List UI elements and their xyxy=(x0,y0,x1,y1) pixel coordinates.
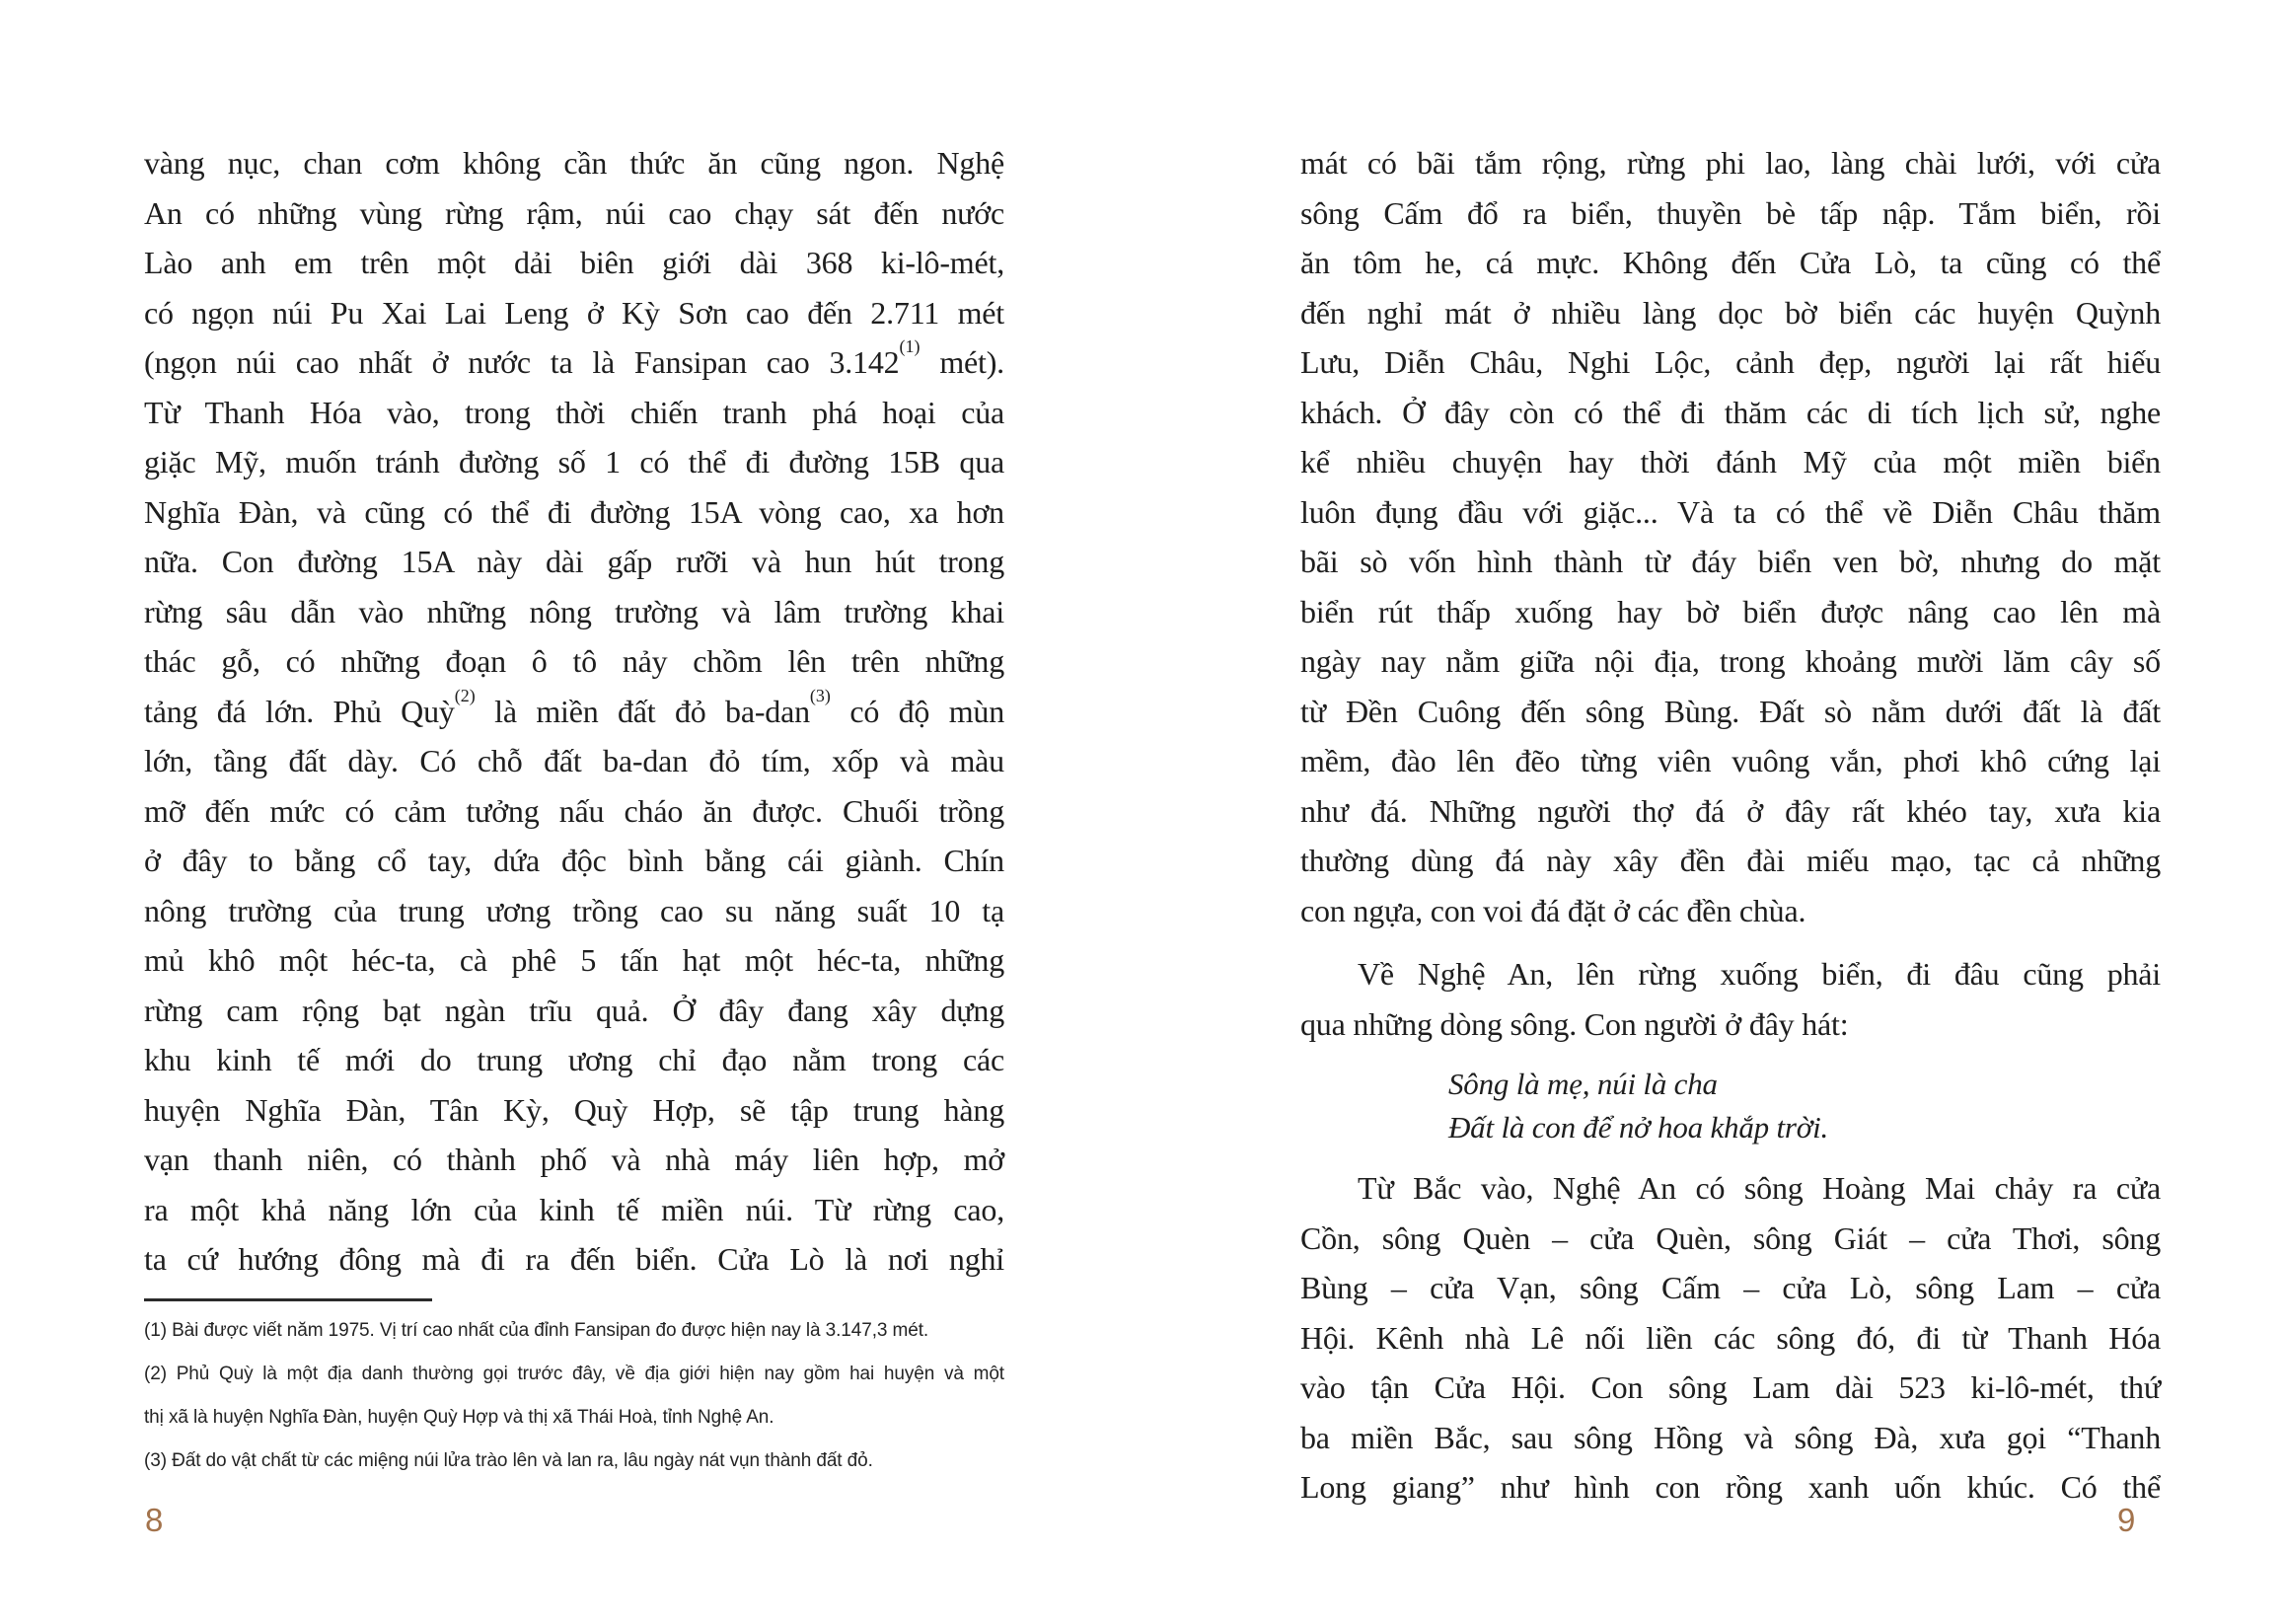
text-line: Về Nghệ An, lên rừng xuống biển, đi đâu cũng phải xyxy=(1358,956,2161,992)
text-line: từ Đền Cuông đến sông Bùng. Đất sò nằm dưới đất là đất xyxy=(1300,693,2161,729)
text-line: như đá. Những người thợ đá ở đây rất khéo tay, xưa kia xyxy=(1300,792,2161,829)
text-line: ngày nay nằm giữa nội địa, trong khoảng mười lăm cây số xyxy=(1300,643,2161,679)
text-line: vào tận Cửa Hội. Con sông Lam dài 523 ki-lô-mét, thứ xyxy=(1300,1369,2161,1405)
right-page xyxy=(1300,138,2161,1513)
text-line: Từ Thanh Hóa vào, trong thời chiến tranh phá hoại của xyxy=(144,394,1004,430)
text-line: mềm, đào lên đẽo từng viên vuông vắn, phơi khô cứng lại xyxy=(1300,743,2161,778)
text-line: huyện Nghĩa Đàn, Tân Kỳ, Quỳ Hợp, sẽ tập trung hàng xyxy=(144,1091,1004,1128)
text-line: khách. Ở đây còn có thể đi thăm các di tích lịch sử, nghe xyxy=(1300,394,2161,430)
text-line: mát có bãi tắm rộng, rừng phi lao, làng chài lưới, với cửa xyxy=(1300,145,2161,181)
text-line: Lào anh em trên một dải biên giới dài 368 ki-lô-mét, xyxy=(144,245,1004,280)
text-line: có ngọn núi Pu Xai Lai Leng ở Kỳ Sơn cao đến 2.711 mét xyxy=(144,294,1004,331)
text-line: ăn tôm he, cá mực. Không đến Cửa Lò, ta cũng có thể xyxy=(1300,245,2161,280)
poem-line: Đất là con để nở hoa khắp trời. xyxy=(1448,1110,1829,1144)
text-line: mủ khô một héc-ta, cà phê 5 tấn hạt một héc-ta, những xyxy=(144,942,1004,978)
text-line: mỡ đến mức có cảm tưởng nấu cháo ăn được. Chuối trồng xyxy=(144,792,1004,829)
footnote-ref: (1) xyxy=(899,336,921,357)
poem-line: Sông là mẹ, núi là cha xyxy=(1448,1067,1718,1101)
text-line: ra một khả năng lớn của kinh tế miền núi. Từ rừng cao, xyxy=(144,1191,1004,1227)
text-line: kể nhiều chuyện hay thời đánh Mỹ của một miền biển xyxy=(1300,444,2161,480)
text-line: thác gỗ, có những đoạn ô tô nảy chồm lên trên những xyxy=(144,643,1004,679)
text-line: Nghĩa Đàn, và cũng có thể đi đường 15A vòng cao, xa hơn xyxy=(144,493,1004,530)
text-line: Hội. Kênh nhà Lê nối liền các sông đó, đi từ Thanh Hóa xyxy=(1300,1319,2161,1356)
text-line: biển rút thấp xuống hay bờ biển được nâng cao lên mà xyxy=(1300,593,2161,629)
text-line: lớn, tầng đất dày. Có chỗ đất ba-dan đỏ tím, xốp và màu xyxy=(144,743,1004,778)
text-line: rừng sâu dẫn vào những nông trường và lâm trường khai xyxy=(144,593,1004,629)
text-line: ta cứ hướng đông mà đi ra đến biển. Cửa Lò là nơi nghỉ xyxy=(144,1241,1004,1277)
text-line: nữa. Con đường 15A này dài gấp rưỡi và hun hút trong xyxy=(144,544,1004,579)
page-number-left: 8 xyxy=(145,1502,164,1538)
text-line: An có những vùng rừng rậm, núi cao chạy sát đến nước xyxy=(144,194,1004,231)
text-line: vạn thanh niên, có thành phố và nhà máy liên hợp, mở xyxy=(144,1142,1004,1177)
text-line: Cồn, sông Quèn – cửa Quèn, sông Giát – cửa Thơi, sông xyxy=(1300,1219,2161,1256)
footnote-line: thị xã là huyện Nghĩa Đàn, huyện Quỳ Hợp và thị xã Thái Hoà, tỉnh Nghệ An. xyxy=(144,1406,774,1428)
text-line: Từ Bắc vào, Nghệ An có sông Hoàng Mai chảy ra cửa xyxy=(1358,1170,2161,1206)
text-line: ba miền Bắc, sau sông Hồng và sông Đà, xưa gọi “Thanh xyxy=(1300,1419,2161,1455)
text-line: thường dùng đá này xây đền đài miếu mạo, tạc cả những xyxy=(1300,843,2161,878)
footnote-ref: (3) xyxy=(809,685,831,705)
footnote-line: (2) Phủ Quỳ là một địa danh thường gọi trước đây, về địa giới hiện nay gồm hai huyện và một xyxy=(144,1363,1004,1384)
footnote-ref: (2) xyxy=(454,685,476,705)
text-line: rừng cam rộng bạt ngàn trĩu quả. Ở đây đang xây dựng xyxy=(144,992,1004,1028)
left-page xyxy=(144,138,1004,1483)
text-line: vàng nục, chan cơm không cần thức ăn cũng ngon. Nghệ xyxy=(144,145,1004,181)
text-line: con ngựa, con voi đá đặt ở các đền chùa. xyxy=(1300,892,1806,928)
text-line: ở đây to bằng cổ tay, dứa độc bình bằng cái giành. Chín xyxy=(144,843,1004,878)
left-page-footnotes xyxy=(144,1309,1004,1483)
right-page-body xyxy=(1300,138,2161,1513)
page-number-right: 9 xyxy=(2117,1502,2136,1538)
text-line: Lưu, Diễn Châu, Nghi Lộc, cảnh đẹp, người lại rất hiếu xyxy=(1300,344,2161,380)
text-line: (ngọn núi cao nhất ở nước ta là Fansipan cao 3.142$^{(1)}$ mét). xyxy=(144,336,1004,380)
text-line: sông Cấm đổ ra biển, thuyền bè tấp nập. Tắm biển, rồi xyxy=(1300,194,2161,231)
left-page-body xyxy=(144,138,1004,1285)
footnote-line: (3) Đất do vật chất từ các miệng núi lửa trào lên và lan ra, lâu ngày nát vụn thành đất đỏ. xyxy=(144,1449,873,1471)
text-line: qua những dòng sông. Con người ở đây hát: xyxy=(1300,1005,1849,1042)
text-line: tảng đá lớn. Phủ Quỳ$^{(2)}$ là miền đất đỏ ba-dan$^{(3)}$ có độ mùn xyxy=(144,685,1004,729)
text-line: giặc Mỹ, muốn tránh đường số 1 có thể đi đường 15B qua xyxy=(144,444,1004,480)
footnote-line: (1) Bài được viết năm 1975. Vị trí cao nhất của đỉnh Fansipan đo được hiện nay là 3.147,3 mét. xyxy=(144,1319,929,1341)
text-line: khu kinh tế mới do trung ương chỉ đạo nằm trong các xyxy=(144,1042,1004,1077)
footnote-divider xyxy=(144,1298,432,1301)
text-line: Bùng – cửa Vạn, sông Cấm – cửa Lò, sông Lam – cửa xyxy=(1300,1270,2161,1305)
text-line: bãi sò vốn hình thành từ đáy biển ven bờ, nhưng do mặt xyxy=(1300,544,2161,579)
text-line: nông trường của trung ương trồng cao su năng suất 10 tạ xyxy=(144,892,1004,928)
text-line: luôn đụng đầu với giặc... Và ta có thể về Diễn Châu thăm xyxy=(1300,493,2161,530)
text-line: đến nghỉ mát ở nhiều làng dọc bờ biển các huyện Quỳnh xyxy=(1300,294,2161,331)
text-line: Long giang” như hình con rồng xanh uốn khúc. Có thể xyxy=(1300,1469,2161,1505)
